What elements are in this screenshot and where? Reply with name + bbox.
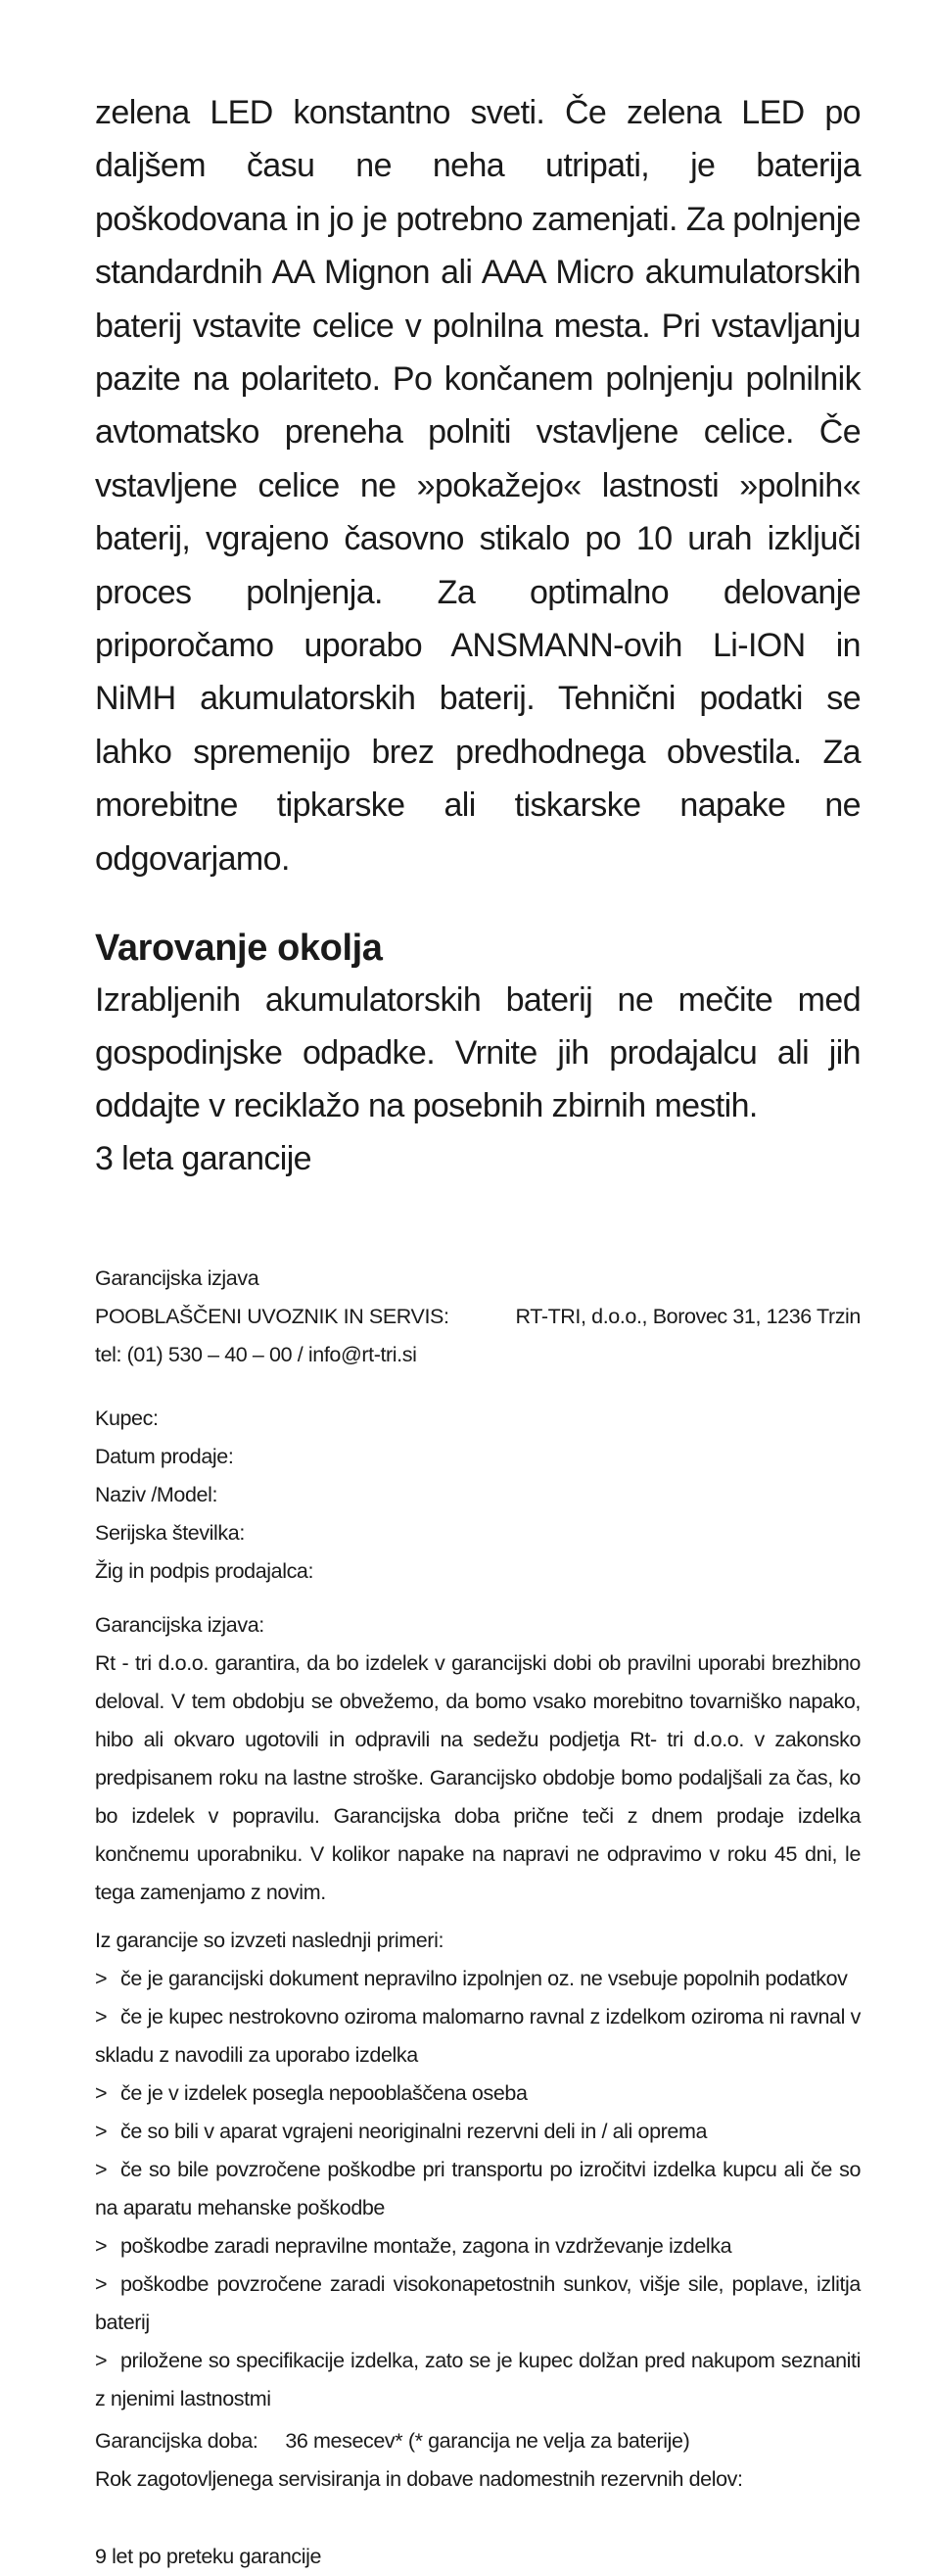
exclusions-list — [95, 1960, 861, 2418]
service-period: 9 let po preteku garancije — [95, 2545, 322, 2569]
buyer-field: Datum prodaje: — [95, 1445, 234, 1469]
list-marker: > — [95, 2234, 108, 2259]
list-item — [95, 2342, 861, 2418]
importer-label: POOBLAŠČENI UVOZNIK IN SERVIS: — [95, 1305, 449, 1329]
list-marker: > — [95, 2158, 108, 2182]
statement-title: Garancijska izjava — [95, 1266, 259, 1291]
list-item-text: če so bile povzročene poškodbe pri transportu po izročitvi izdelka kupcu ali če so na aparatu mehanske poškodbe — [95, 2158, 861, 2220]
list-marker: > — [95, 2272, 108, 2297]
list-item — [95, 1998, 861, 2075]
buyer-field: Kupec: — [95, 1407, 159, 1431]
warranty-title: Garancijska izjava: — [95, 1613, 264, 1638]
list-marker: > — [95, 1967, 108, 1991]
warranty-body: Rt - tri d.o.o. garantira, da bo izdelek v garancijski dobi ob pravilni uporabi brezhibno deloval. V tem obdobju se obvežemo, da bomo vsako morebitno tovarniško napako, hibo ali okvaro ugotovili in odpravili na sedežu podjetja Rt- tri d.o.o. v zakonsko predpisanem roku na lastne stroške. Garancijsko obdobje bomo podaljšali za čas, ko bo izdelek v popravilu. Garancijska doba prične teči z dnem prodaje izdelka končnemu uporabniku. V kolikor napake na napravi ne odpravimo v roku 45 dni, le tega zamenjamo z novim. — [95, 1651, 861, 1905]
list-item-text: če so bili v aparat vgrajeni neoriginalni rezervni deli in / ali oprema — [120, 2120, 708, 2144]
list-item — [95, 2266, 861, 2342]
warranty-period: Garancijska doba: 36 mesecev* (* garancija ne velja za baterije) — [95, 2429, 690, 2454]
list-item — [95, 2075, 861, 2113]
buyer-field: Naziv /Model: — [95, 1483, 218, 1507]
importer-row — [95, 1298, 861, 1336]
manual-page — [95, 86, 861, 2576]
warranty-years: 3 leta garancije — [95, 1140, 311, 1178]
list-marker: > — [95, 2349, 108, 2373]
service-title: Rok zagotovljenega servisiranja in dobave nadomestnih rezervnih delov: — [95, 2467, 743, 2492]
list-item — [95, 2227, 861, 2266]
buyer-field: Žig in podpis prodajalca: — [95, 1559, 314, 1584]
list-item-text: če je kupec nestrokovno oziroma malomarno ravnal z izdelkom oziroma ni ravnal v skladu z navodili za uporabo izdelka — [95, 2005, 861, 2068]
importer-address: RT-TRI, d.o.o., Borovec 31, 1236 Trzin — [515, 1305, 861, 1329]
list-item — [95, 2113, 861, 2151]
list-marker: > — [95, 2120, 108, 2144]
exclusions-title: Iz garancije so izvzeti naslednji primeri: — [95, 1929, 444, 1953]
warranty-section — [95, 1260, 861, 2576]
list-item-text: poškodbe povzročene zaradi visokonapetostnih sunkov, višje sile, poplave, izlitja baterij — [95, 2272, 861, 2335]
spacer — [95, 2499, 861, 2538]
environment-heading: Varovanje okolja — [95, 928, 383, 970]
list-item-text: če je garancijski dokument nepravilno izpolnjen oz. ne vsebuje popolnih podatkov — [120, 1967, 848, 1991]
list-marker: > — [95, 2081, 108, 2106]
intro-paragraph: zelena LED konstantno sveti. Če zelena LED po daljšem času ne neha utripati, je baterija poškodovana in jo je potrebno zamenjati. Za polnjenje standardnih AA Mignon ali AAA Micro akumulatorskih baterij vstavite celice v polnilna mesta. Pri vstavljanju pazite na polariteto. Po končanem polnjenju polnilnik avtomatsko preneha polniti vstavljene celice. Če vstavljene celice ne »pokažejo« lastnosti »polnih« baterij, vgrajeno časovno stikalo po 10 urah izključi proces polnjenja. Za optimalno delovanje priporočamo uporabo ANSMANN-ovih Li-ION in NiMH akumulatorskih baterij. Tehnični podatki se lahko spremenijo brez predhodnega obvestila. Za morebitne tipkarske ali tiskarske napake ne odgovarjamo. — [95, 94, 861, 878]
list-marker: > — [95, 2005, 108, 2029]
buyer-fields — [95, 1400, 861, 1591]
list-item-text: poškodbe zaradi nepravilne montaže, zagona in vzdrževanje izdelka — [120, 2234, 732, 2259]
contact-line: tel: (01) 530 – 40 – 00 / info@rt-tri.si — [95, 1343, 417, 1367]
list-item — [95, 1960, 861, 1998]
buyer-field: Serijska številka: — [95, 1521, 245, 1546]
environment-text: Izrabljenih akumulatorskih baterij ne mečite med gospodinjske odpadke. Vrnite jih prodajalcu ali jih oddajte v reciklažo na posebnih zbirnih mestih. — [95, 981, 861, 1125]
list-item-text: priložene so specifikacije izdelka, zato se je kupec dolžan pred nakupom seznaniti z njenimi lastnostmi — [95, 2349, 861, 2411]
list-item-text: če je v izdelek posegla nepooblaščena oseba — [120, 2081, 528, 2106]
list-item — [95, 2151, 861, 2227]
